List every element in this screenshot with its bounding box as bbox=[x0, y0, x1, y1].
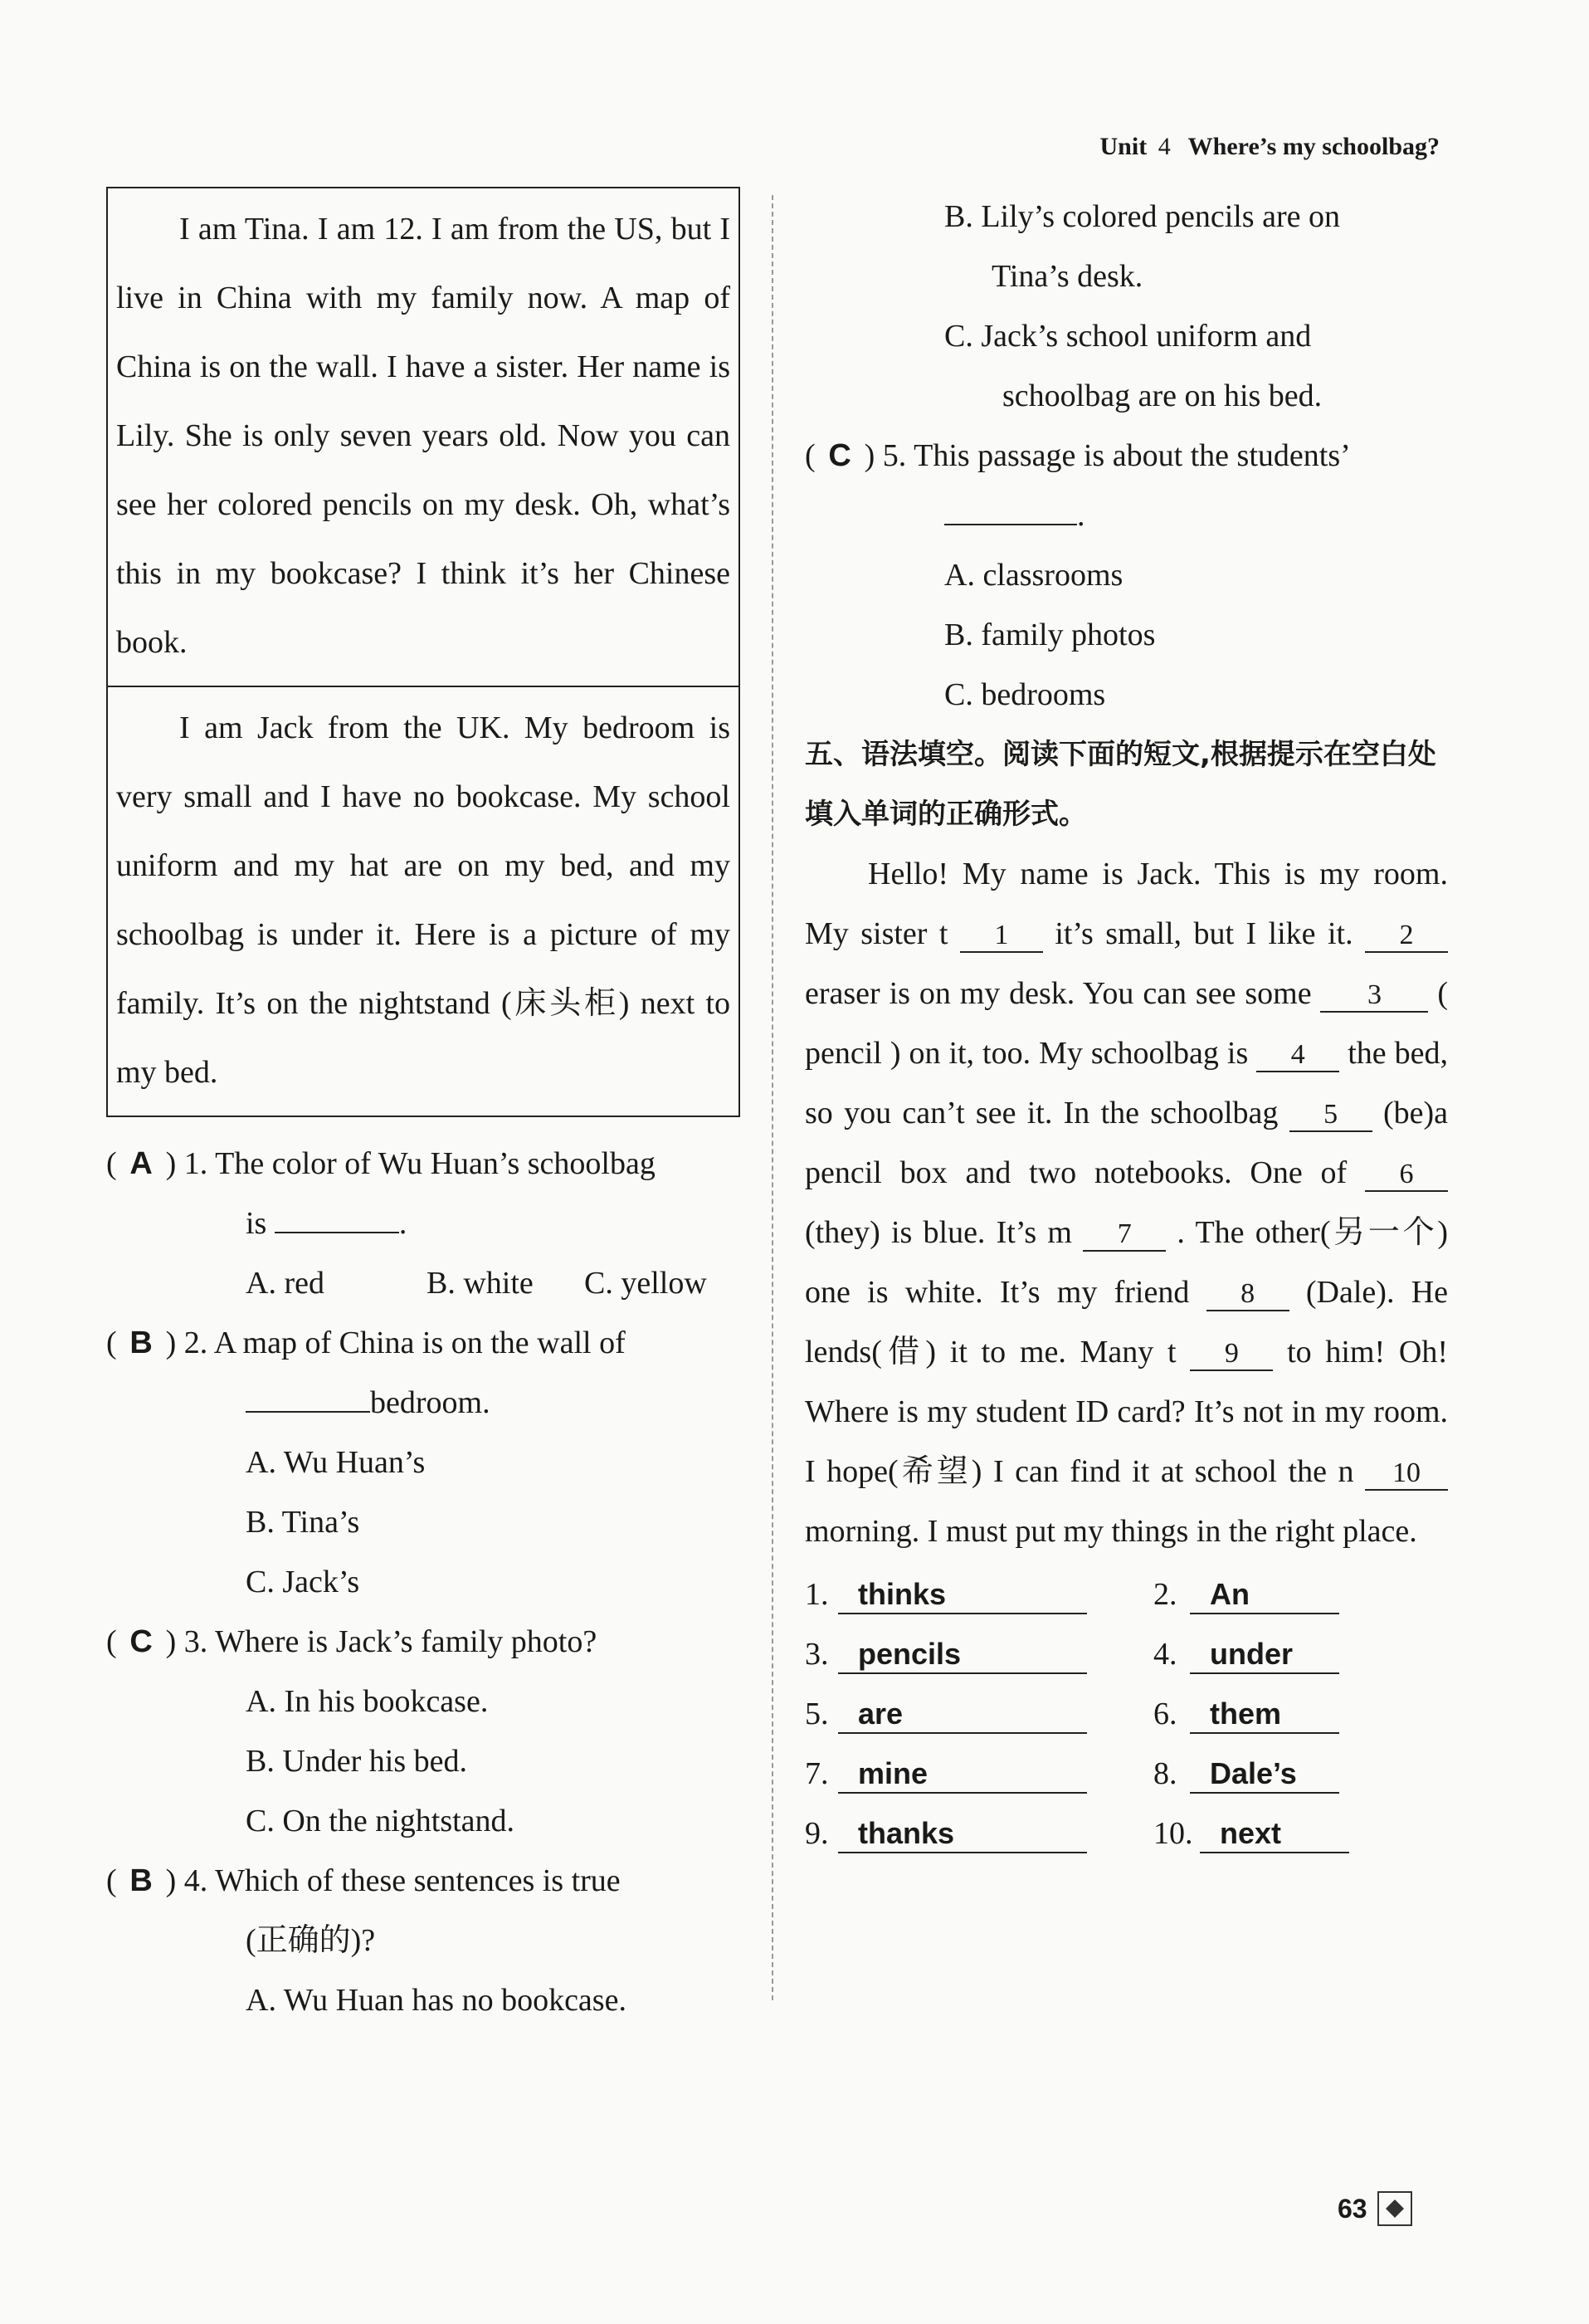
answer-6: them bbox=[1190, 1696, 1339, 1734]
answer-7: mine bbox=[838, 1755, 1087, 1794]
option: C. On the nightstand. bbox=[246, 1804, 515, 1838]
gap-9: 9 bbox=[1190, 1338, 1273, 1371]
option: C. yellow bbox=[584, 1266, 707, 1301]
question-5-stem-cont: . bbox=[805, 486, 1448, 545]
question-2-stem-cont: bedroom. bbox=[106, 1373, 745, 1433]
answer-row: 7. mine 8. Dale’s bbox=[805, 1744, 1448, 1804]
answer-row: 3. pencils 4. under bbox=[805, 1624, 1448, 1684]
column-divider bbox=[772, 195, 773, 2000]
running-header bbox=[1100, 133, 1440, 161]
answer-blank bbox=[944, 499, 1077, 525]
question-4 bbox=[106, 1851, 745, 1911]
option: A. red bbox=[246, 1266, 324, 1301]
gap-10: 10 bbox=[1365, 1457, 1448, 1491]
answer-2: An bbox=[1190, 1576, 1339, 1614]
question-4-stem-cont: (正确的)? bbox=[246, 1923, 376, 1958]
answer-10: next bbox=[1200, 1815, 1349, 1853]
answer-paren: ( bbox=[106, 1326, 117, 1360]
gap-7: 7 bbox=[1083, 1218, 1166, 1252]
gap-3: 3 bbox=[1320, 979, 1428, 1013]
answer-mark: C bbox=[828, 438, 851, 473]
gap-2: 2 bbox=[1365, 920, 1448, 953]
right-column bbox=[805, 187, 1448, 1863]
unit-number: 4 bbox=[1158, 133, 1171, 160]
answer-3: pencils bbox=[838, 1636, 1087, 1674]
option-cont: Tina’s desk. bbox=[992, 259, 1143, 294]
passage-box bbox=[106, 187, 740, 1117]
question-1-options bbox=[106, 1253, 745, 1313]
option: C. Jack’s bbox=[246, 1565, 360, 1599]
left-column bbox=[106, 187, 745, 2030]
option: B. Tina’s bbox=[246, 1505, 360, 1540]
answer-mark: C bbox=[129, 1624, 153, 1659]
answer-grid bbox=[805, 1565, 1448, 1863]
answer-9: thanks bbox=[838, 1815, 1087, 1853]
option: B. white bbox=[426, 1266, 534, 1301]
answer-paren: ( bbox=[805, 438, 816, 473]
gap-1: 1 bbox=[960, 920, 1043, 953]
answer-row: 5. are 6. them bbox=[805, 1684, 1448, 1744]
answer-blank bbox=[275, 1207, 399, 1233]
question-stem: ) 5. This passage is about the students’ bbox=[864, 438, 1351, 473]
gap-4: 4 bbox=[1256, 1039, 1339, 1072]
answer-paren: ( bbox=[106, 1624, 117, 1659]
option: A. In his bookcase. bbox=[246, 1684, 489, 1719]
answer-paren: ( bbox=[106, 1863, 117, 1898]
unit-label: Unit bbox=[1099, 133, 1148, 160]
answer-row: 9. thanks 10. next bbox=[805, 1804, 1448, 1863]
question-2 bbox=[106, 1313, 745, 1373]
answer-blank bbox=[246, 1386, 370, 1413]
answer-row: 1. thinks 2. An bbox=[805, 1565, 1448, 1624]
option: A. Wu Huan’s bbox=[246, 1445, 426, 1480]
question-stem: ) 3. Where is Jack’s family photo? bbox=[165, 1624, 597, 1659]
question-1 bbox=[106, 1134, 745, 1194]
answer-4: under bbox=[1190, 1636, 1339, 1674]
answer-paren: ( bbox=[106, 1146, 117, 1181]
question-stem: ) 4. Which of these sentences is true bbox=[165, 1863, 621, 1898]
answer-mark: B bbox=[129, 1863, 153, 1898]
option: B. Under his bed. bbox=[246, 1744, 468, 1779]
question-stem: ) 1. The color of Wu Huan’s schoolbag bbox=[165, 1146, 656, 1181]
unit-title: Where’s my schoolbag? bbox=[1187, 133, 1440, 160]
option-cont: schoolbag are on his bed. bbox=[1002, 378, 1323, 413]
question-1-stem-cont: is . bbox=[246, 1206, 407, 1241]
option: C. bedrooms bbox=[944, 677, 1106, 712]
option: C. Jack’s school uniform and bbox=[944, 319, 1312, 354]
passage-jack: I am Jack from the UK. My bedroom is very small and I have no bookcase. My school uniform and my hat are on my bed, and my schoolbag is under it. Here is a picture of my family. It’s on the nightstand (床头柜) next to my bed. bbox=[108, 686, 738, 1116]
question-3 bbox=[106, 1612, 745, 1672]
option: A. classrooms bbox=[944, 558, 1124, 593]
diamond-icon bbox=[1377, 2191, 1412, 2226]
question-5 bbox=[805, 426, 1448, 486]
answer-8: Dale’s bbox=[1190, 1755, 1339, 1794]
answer-mark: A bbox=[129, 1146, 153, 1181]
option: B. Lily’s colored pencils are on bbox=[944, 199, 1340, 234]
option: A. Wu Huan has no bookcase. bbox=[246, 1983, 626, 2018]
answer-1: thinks bbox=[838, 1576, 1087, 1614]
passage-tina: I am Tina. I am 12. I am from the US, but I live in China with my family now. A map of China is on the wall. I have a sister. Her name is Lily. She is only seven years old. Now you can see her colored pencils on my desk. Oh, what’s this in my bookcase? I think it’s her Chinese book. bbox=[116, 212, 730, 660]
answer-5: are bbox=[838, 1696, 1087, 1734]
option: B. family photos bbox=[944, 618, 1156, 652]
fill-passage: Hello! My name is Jack. This is my room. My sister t 1 it’s small, but I like it. 2 eraser is on my desk. You can see some 3 ( pencil ) on it, too. My schoolbag is 4 the bed, so you can’t see it. In the schoolbag 5 (be)a pencil box and two notebooks. One of 6 (they) is blue. It’s m 7 . The other(另一个) one is white. It’s my friend 8 (Dale). He lends(借) it to me. Many t 9 to him! Oh! Where is my student ID card? It’s not in my room. I hope(希望) I can find it at school the n 10 morning. I must put my things in the right place. bbox=[805, 857, 1449, 1549]
gap-5: 5 bbox=[1289, 1099, 1372, 1132]
page-number: 63 bbox=[1338, 2191, 1412, 2226]
section-5-title: 五、语法填空。阅读下面的短文,根据提示在空白处填入单词的正确形式。 bbox=[805, 738, 1436, 831]
question-stem: ) 2. A map of China is on the wall of bbox=[165, 1326, 626, 1360]
answer-mark: B bbox=[129, 1326, 153, 1360]
gap-8: 8 bbox=[1206, 1278, 1289, 1311]
gap-6: 6 bbox=[1365, 1159, 1448, 1192]
